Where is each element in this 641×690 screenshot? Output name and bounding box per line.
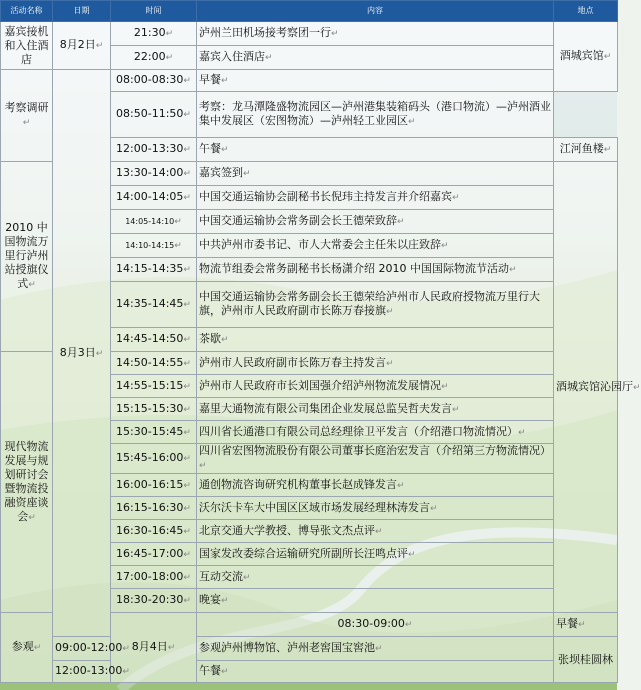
table-row	[1, 637, 618, 661]
content-cell: 中共泸州市委书记、市人大常委会主任朱以庄致辞↵	[197, 234, 554, 258]
time-cell: 16:30-16:45↵	[111, 520, 197, 543]
content-cell: 互动交流↵	[197, 566, 554, 589]
content-cell: 沃尔沃卡车大中国区区域市场发展经理林涛发言↵	[197, 497, 554, 520]
content-cell: 早餐↵	[554, 613, 618, 637]
time-cell: 08:30-09:00↵	[197, 613, 554, 637]
content-cell: 泸州市人民政府市长刘国强介绍泸州物流发展情况↵	[197, 375, 554, 398]
date-cell: 8月2日↵	[53, 22, 111, 70]
content-cell: 国家发改委综合运输研究所副所长汪鸣点评↵	[197, 543, 554, 566]
header-row	[1, 1, 618, 22]
time-cell: 14:50-14:55↵	[111, 352, 197, 375]
content-cell: 参观泸州博物馆、泸州老窖国宝窖池↵	[197, 637, 554, 661]
activity-cell: 嘉宾接机和入住酒店	[1, 22, 53, 70]
time-cell: 16:15-16:30↵	[111, 497, 197, 520]
time-cell: 13:30-14:00↵	[111, 162, 197, 186]
content-cell: 中国交通运输协会常务副会长王德荣致辞↵	[197, 210, 554, 234]
content-cell: 中国交通运输协会常务副会长王德荣给泸州市人民政府授物流万里行大旗，泸州市人民政府副市长陈万春接旗↵	[197, 282, 554, 328]
time-cell: 14:10-14:15↵	[111, 234, 197, 258]
content-cell: 泸州市人民政府副市长陈万春主持发言↵	[197, 352, 554, 375]
time-cell: 14:55-15:15↵	[111, 375, 197, 398]
time-cell: 15:15-15:30↵	[111, 398, 197, 421]
content-cell: 嘉宾签到↵	[197, 162, 554, 186]
content-cell: 午餐↵	[197, 661, 554, 683]
content-cell: 考察：龙马潭隆盛物流园区—泸州港集装箱码头（港口物流）—泸州酒业集中发展区（宏图物流）—泸州轻工业园区↵	[197, 92, 554, 138]
table-row	[1, 70, 618, 92]
time-cell: 16:00-16:15↵	[111, 474, 197, 497]
header-date: 日期	[53, 1, 111, 22]
content-cell: 四川省宏图物流股份有限公司董事长庭治宏发言（介绍第三方物流情况）↵	[197, 444, 554, 474]
place-cell: 酒城宾馆↵	[554, 22, 618, 92]
content-cell: 茶歇↵	[197, 328, 554, 352]
content-cell: 北京交通大学教授、博导张文杰点评↵	[197, 520, 554, 543]
header-place: 地点	[554, 1, 618, 22]
content-cell: 嘉宾入住酒店↵	[197, 46, 554, 70]
time-cell: 12:00-13:30↵	[111, 138, 197, 162]
time-cell: 17:00-18:00↵	[111, 566, 197, 589]
time-cell: 14:05-14:10↵	[111, 210, 197, 234]
time-cell: 12:00-13:00↵	[53, 661, 111, 683]
place-cell: 酒城宾馆沁园厅↵	[554, 162, 618, 613]
activity-cell: 参观↵	[1, 613, 53, 683]
content-cell: 物流节组委会常务副秘书长杨潇介绍 2010 中国国际物流节活动↵	[197, 258, 554, 282]
content-cell: 午餐↵	[197, 138, 554, 162]
time-cell: 14:00-14:05↵	[111, 186, 197, 210]
header-content: 内容	[197, 1, 554, 22]
date-cell: 8月4日↵	[111, 613, 197, 683]
activity-cell: 现代物流发展与规划研讨会暨物流投融资座谈会↵	[1, 352, 53, 613]
table-row	[1, 661, 618, 683]
time-cell: 15:30-15:45↵	[111, 421, 197, 444]
content-cell: 通创物流咨询研究机构董事长赵成锋发言↵	[197, 474, 554, 497]
time-cell: 14:15-14:35↵	[111, 258, 197, 282]
place-cell: 张坝桂圆林	[554, 637, 618, 683]
time-cell: 16:45-17:00↵	[111, 543, 197, 566]
time-cell: 15:45-16:00↵	[111, 444, 197, 474]
time-cell: 14:35-14:45↵	[111, 282, 197, 328]
content-cell: 四川省长通港口有限公司总经理徐卫平发言（介绍港口物流情况）↵	[197, 421, 554, 444]
content-cell: 晚宴↵	[197, 589, 554, 613]
table-row	[1, 22, 618, 46]
time-cell: 22:00↵	[111, 46, 197, 70]
time-cell: 08:50-11:50↵	[111, 92, 197, 138]
header-activity: 活动名称	[1, 1, 53, 22]
content-cell: 嘉里大通物流有限公司集团企业发展总监吴哲夫发言↵	[197, 398, 554, 421]
content-cell: 泸州兰田机场接考察团一行↵	[197, 22, 554, 46]
content-cell: 早餐↵	[197, 70, 554, 92]
time-cell: 09:00-12:00↵	[53, 637, 111, 661]
time-cell: 08:00-08:30↵	[111, 70, 197, 92]
time-cell: 14:45-14:50↵	[111, 328, 197, 352]
content-cell: 中国交通运输协会副秘书长倪玮主持发言并介绍嘉宾↵	[197, 186, 554, 210]
activity-cell: 考察调研↵	[1, 70, 53, 162]
activity-cell: 2010 中国物流万里行泸州站授旗仪式↵	[1, 162, 53, 352]
date-cell: 8月3日↵	[53, 70, 111, 637]
time-cell: 18:30-20:30↵	[111, 589, 197, 613]
place-cell: 江河鱼楼↵	[554, 138, 618, 162]
header-time: 时间	[111, 1, 197, 22]
time-cell: 21:30↵	[111, 22, 197, 46]
